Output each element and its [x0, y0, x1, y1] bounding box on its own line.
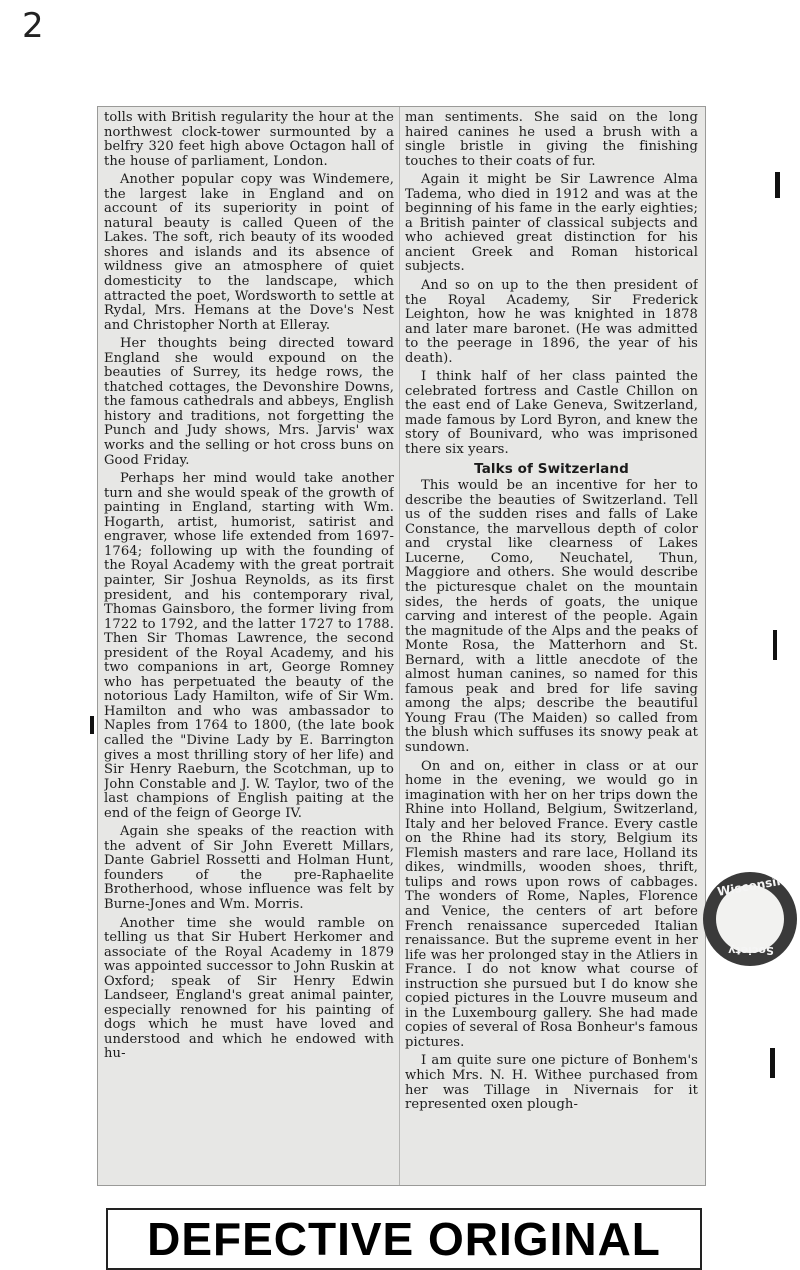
- defective-original-label: DEFECTIVE ORIGINAL: [106, 1208, 702, 1270]
- article-paragraph: Her thoughts being directed toward England she would expound on the beauties of Surrey, its hedge rows, the thatched cottages, the Devonshire Downs, the famous cathedrals and abbeys, English history and traditions, not forgetting the Punch and Judy shows, Mrs. Jarvis' wax works and the selling or hot cross buns on Good Friday.: [104, 336, 394, 468]
- article-paragraph: On and on, either in class or at our home in the evening, we would go in imagination with her on her trips down the Rhine into Holland, Belgium, Switzerland, Italy and her beloved France. Every castle on the Rhine had its story, Belgium its Flemish masters and rare lace, Holland its dikes, windmills, wooden shoes, thrift, tulips and rows upon rows of cabbages. The wonders of Rome, Naples, Florence and Venice, the centers of art before French renaissance superceded Italian renaissance. But the supreme event in her life was her prolonged stay in the Atliers in France. I do not know what course of instruction she pursued but I do know she copied pictures in the Louvre museum and in the Luxembourg gallery. She had made copies of several of Rosa Bonheur's famous pictures.: [405, 758, 698, 1050]
- article-paragraph: man sentiments. She said on the long haired canines he used a brush with a single bristle in giving the finishing touches to their coats of fur.: [405, 111, 698, 169]
- section-subheading: Talks of Switzerland: [474, 460, 629, 477]
- article-paragraph: Another popular copy was Windemere, the largest lake in England and on account of its superiority in point of natural beauty is called Queen of the Lakes. The soft, rich beauty of its wooded shores and islands and its absence of wildness give an atmosphere of quiet domesticity to the landscape, which attracted the poet, Wordsworth to settle at Rydal, Mrs. Hemans at the Dove's Nest and Christopher North at Elleray.: [104, 172, 394, 333]
- article-paragraph: Again she speaks of the reaction with the advent of Sir John Everett Millars, Dante Gabriel Rossetti and Holman Hunt, founders of the pre-Raphaelite Brotherhood, whose influence was felt by Burne-Jones and Wm. Morris.: [104, 824, 394, 912]
- article-paragraph: tolls with British regularity the hour at the northwest clock-tower surmounted by a belfry 320 feet high above Octagon hall of the house of parliament, London.: [104, 111, 394, 169]
- stamp-text-top: Wisconsin: [716, 873, 786, 899]
- article-paragraph: And so on up to the then president of the Royal Academy, Sir Frederick Leighton, how he was knighted in 1878 and later mare baronet. (He was admitted to the peerage in 1896, the year of his death).: [405, 278, 698, 366]
- historical-society-stamp: [703, 872, 797, 966]
- article-paragraph: Perhaps her mind would take another turn and she would speak of the growth of painting in England, starting with Wm. Hogarth, artist, humorist, satirist and engraver, whose life extended from 1697-1764; following up with the founding of the Royal Academy with the great portrait painter, Sir Joshua Reynolds, as its first president, and his contemporary rival, Thomas Gainsboro, the former living from 1722 to 1792, and the latter 1727 to 1788. Then Sir Thomas Lawrence, the second president of the Royal Academy, and his two companions in art, George Romney who has perpetuated the beauty of the notorious Lady Hamilton, wife of Sir Wm. Hamilton and who was ambassador to Naples from 1764 to 1800, (the late book called the "Divine Lady by E. Barrington gives a most thrilling story of her life) and Sir Henry Raeburn, the Scotchman, up to John Constable and J. W. Taylor, two of the last champions of English paiting at the end of the feign of George IV.: [104, 471, 394, 821]
- scan-mark: [770, 1048, 775, 1078]
- newspaper-clipping: [97, 106, 706, 1186]
- scan-mark: [90, 716, 94, 734]
- article-paragraph: I think half of her class painted the celebrated fortress and Castle Chillon on the east end of Lake Geneva, Switzerland, made famous by Lord Byron, and knew the story of Bounivard, who was imprisoned there six years.: [405, 369, 698, 458]
- left-column: [104, 111, 394, 1179]
- scan-mark: [773, 630, 777, 660]
- article-paragraph: Another time she would ramble on telling us that Sir Hubert Herkomer and associate of the Royal Academy in 1879 was appointed successor to John Ruskin at Oxford; speak of Sir Henry Edwin Landseer, England's great animal painter, especially renowned for his painting of dogs which he must have loved and understood and which he endowed with hu-: [104, 915, 394, 1062]
- right-column: [405, 111, 698, 1179]
- stamp-text-bottom: Society: [728, 944, 774, 957]
- column-divider: [399, 107, 400, 1185]
- article-paragraph: Again it might be Sir Lawrence Alma Tadema, who died in 1912 and was at the beginning of his fame in the early eighties; a British painter of classical subjects and who achieved great distinction for his ancient Greek and Roman historical subjects.: [405, 172, 698, 275]
- scan-mark: [775, 172, 780, 198]
- page-number: 2: [22, 6, 44, 46]
- article-paragraph: This would be an incentive for her to describe the beauties of Switzerland. Tell us of the sudden rises and falls of Lake Constance, the marvellous depth of color and crystal like clearness of Lakes Lucerne, Como, Neuchatel, Thun, Maggiore and others. She would describe the picturesque chalet on the mountain sides, the herds of goats, the unique carving and interest of the people. Again the magnitude of the Alps and the peaks of Monte Rosa, the Matterhorn and St. Bernard, with a little anecdote of the almost human canines, so named for this famous peak and bred for life saving among the alps; describe the beautiful Young Frau (The Maiden) so called from the blush which suffuses its snowy peak at sundown.: [405, 478, 698, 755]
- article-paragraph: I am quite sure one picture of Bonhem's which Mrs. N. H. Withee purchased from her was Tillage in Nivernais for it represented oxen plough-: [405, 1053, 698, 1113]
